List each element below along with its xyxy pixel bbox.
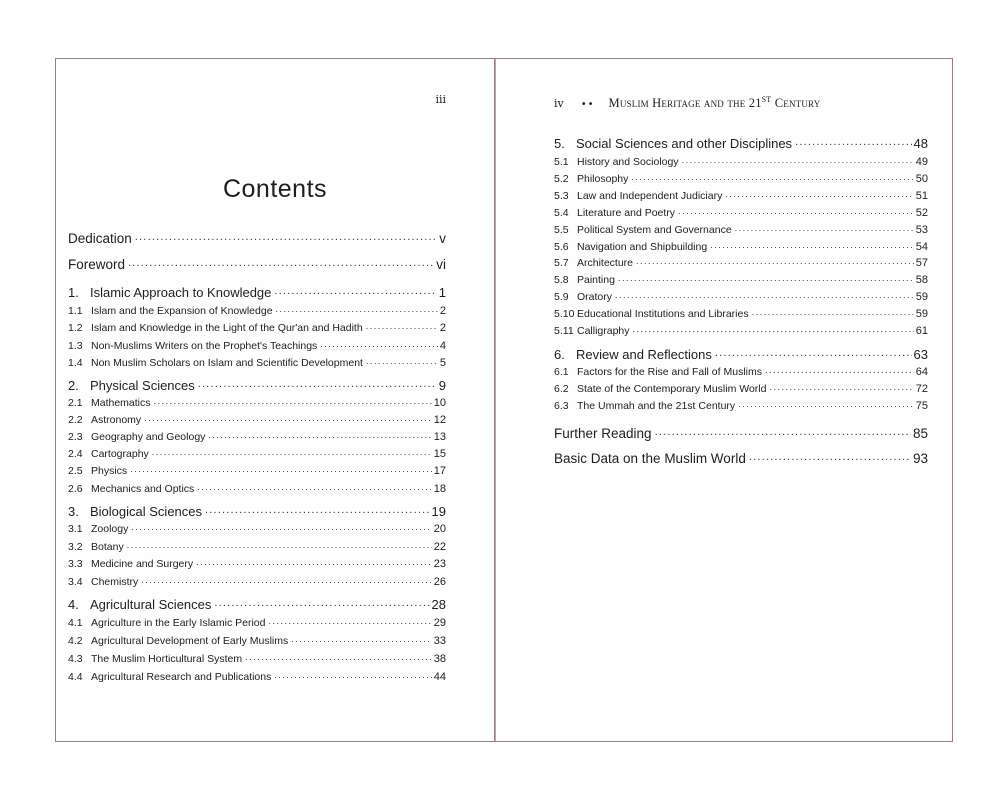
toc-entry <box>554 188 928 202</box>
toc-entry-page: vi <box>436 256 446 272</box>
dot-leader <box>274 284 436 297</box>
toc-entry-page: 17 <box>433 464 446 477</box>
toc-entry-title: Mathematics <box>91 396 151 409</box>
toc-entry <box>68 412 446 426</box>
toc-entry-number: 1.3 <box>68 339 83 352</box>
toc-entry <box>68 255 446 272</box>
dot-leader <box>135 229 437 243</box>
toc-entry-title: State of the Contemporary Muslim World <box>577 382 767 395</box>
toc-entry <box>554 222 928 236</box>
toc-entry-title: Geography and Geology <box>91 430 206 443</box>
dot-leader <box>633 323 914 334</box>
dot-leader <box>291 633 432 644</box>
toc-entry <box>554 323 928 337</box>
toc-entry <box>68 596 446 612</box>
toc-entry-number: 2.1 <box>68 396 83 409</box>
toc-entry <box>68 355 446 369</box>
toc-entry-page: 15 <box>433 447 446 460</box>
toc-entry-title: The Muslim Horticultural System <box>91 652 243 665</box>
toc-entry-page: 49 <box>915 155 928 168</box>
toc-entry-page: 12 <box>433 413 446 426</box>
toc-entry-page: 9 <box>438 378 446 393</box>
toc-entry-title: Biological Sciences <box>90 504 203 519</box>
toc-entry-page: 75 <box>915 399 928 412</box>
toc-entry <box>554 306 928 320</box>
toc-entry-title: Literature and Poetry <box>577 206 676 219</box>
toc-entry-title: Islamic Approach to Knowledge <box>90 285 272 300</box>
toc-entry-number: 2. <box>68 378 79 393</box>
toc-entry <box>554 154 928 168</box>
toc-entry-title: Educational Institutions and Libraries <box>577 307 749 320</box>
toc-entry-title: Physics <box>91 464 128 477</box>
toc-entry-title: Factors for the Rise and Fall of Muslims <box>577 365 762 378</box>
toc-entry <box>554 449 928 466</box>
toc-entry-page: 63 <box>913 347 928 362</box>
dot-leader <box>320 338 438 349</box>
toc-entry <box>68 521 446 535</box>
toc-entry-page: 26 <box>433 575 446 588</box>
toc-entry-number: 4.3 <box>68 652 83 665</box>
toc-entry-number: 3.2 <box>68 540 83 553</box>
toc-entry-title: Non-Muslims Writers on the Prophet's Teachings <box>91 339 318 352</box>
toc-entry-number: 2.2 <box>68 413 83 426</box>
toc-entry-title: History and Sociology <box>577 155 679 168</box>
toc-entry-page: 52 <box>915 206 928 219</box>
toc-entry-number: 2.3 <box>68 430 83 443</box>
toc-entry <box>68 615 446 629</box>
toc-entry-page: 38 <box>433 652 446 665</box>
dot-leader <box>127 539 432 550</box>
toc-entry-page: 19 <box>431 504 446 519</box>
toc-entry-number: 2.6 <box>68 482 83 495</box>
dot-leader <box>214 596 429 609</box>
running-title-end: Century <box>774 96 821 111</box>
dot-leader <box>245 651 432 662</box>
dot-leader <box>710 239 914 250</box>
dot-leader <box>208 429 431 440</box>
page-number: iii <box>435 93 446 106</box>
toc-entry-number: 5.6 <box>554 240 569 253</box>
toc-entry-page: 50 <box>915 172 928 185</box>
dot-leader <box>197 481 431 492</box>
toc-entry-title: Mechanics and Optics <box>91 482 195 495</box>
running-header <box>554 95 820 111</box>
toc-entry-page: 58 <box>915 273 928 286</box>
toc-entry-number: 2.5 <box>68 464 83 477</box>
header-separator: •• <box>580 99 595 111</box>
toc-entry <box>554 171 928 185</box>
toc-entry-number: 1.1 <box>68 304 83 317</box>
toc-entry-title: Agricultural Sciences <box>90 597 212 612</box>
dot-leader <box>131 521 431 532</box>
dot-leader <box>198 377 437 390</box>
toc-entry-page: 85 <box>912 425 928 441</box>
dot-leader <box>769 381 913 392</box>
dot-leader <box>678 205 914 216</box>
dot-leader <box>366 355 438 366</box>
toc-entry-page: 59 <box>915 290 928 303</box>
toc-entry-title: Astronomy <box>91 413 142 426</box>
toc-entry-number: 3. <box>68 504 79 519</box>
toc-entry-title: Social Sciences and other Disciplines <box>576 136 793 151</box>
toc-entry-number: 5.3 <box>554 189 569 202</box>
toc-entry-number: 6.1 <box>554 365 569 378</box>
toc-entry-number: 3.1 <box>68 522 83 535</box>
toc-entry-page: 10 <box>433 396 446 409</box>
running-title-text: Muslim Heritage and the 21 <box>608 96 762 111</box>
dot-leader <box>725 188 913 199</box>
toc-entry-page: 93 <box>912 450 928 466</box>
toc-entry <box>68 503 446 519</box>
toc-entry-page: 29 <box>433 616 446 629</box>
toc-entry-title: Botany <box>91 540 124 553</box>
toc-entry <box>68 633 446 647</box>
dot-leader <box>795 135 911 148</box>
toc-entry-title: Islam and Knowledge in the Light of the Qur'an and Hadith <box>91 321 363 334</box>
toc-entry-title: Painting <box>577 273 615 286</box>
dot-leader <box>618 272 914 283</box>
toc-entry <box>554 398 928 412</box>
toc-entry <box>68 229 446 246</box>
toc-entry-page: 33 <box>433 634 446 647</box>
toc-entry-page: 23 <box>433 557 446 570</box>
toc-entry <box>554 289 928 303</box>
toc-entry-page: 61 <box>915 324 928 337</box>
toc-entry-number: 5.11 <box>554 324 574 337</box>
toc-entry <box>68 338 446 352</box>
toc-entry-number: 5.7 <box>554 256 569 269</box>
toc-entry-number: 3.4 <box>68 575 83 588</box>
toc-entry-page: 51 <box>915 189 928 202</box>
dot-leader <box>144 412 432 423</box>
toc-entry-title: Architecture <box>577 256 634 269</box>
toc-entry-number: 5.10 <box>554 307 575 320</box>
toc-entry-number: 2.4 <box>68 447 83 460</box>
toc-entry <box>554 272 928 286</box>
dot-leader <box>130 463 432 474</box>
toc-entry-title: Agricultural Development of Early Muslims <box>91 634 289 647</box>
toc-entry <box>68 481 446 495</box>
toc-entry-number: 4.4 <box>68 670 83 683</box>
toc-entry-number: 4. <box>68 597 79 612</box>
dot-leader <box>615 289 914 300</box>
toc-entry <box>68 651 446 665</box>
toc-entry-page: 13 <box>433 430 446 443</box>
toc-entry-title: The Ummah and the 21st Century <box>577 399 736 412</box>
toc-entry-number: 5.2 <box>554 172 569 185</box>
toc-entry <box>68 395 446 409</box>
toc-entry <box>554 135 928 151</box>
toc-entry-page: 64 <box>915 365 928 378</box>
toc-entry-page: 44 <box>433 670 446 683</box>
toc-entry-page: v <box>439 230 446 246</box>
toc-entry-number: 4.2 <box>68 634 83 647</box>
toc-entry-title: Further Reading <box>554 425 652 441</box>
toc-entry-page: 18 <box>433 482 446 495</box>
toc-entry <box>68 377 446 393</box>
toc-entry <box>68 446 446 460</box>
toc-entry-number: 5.4 <box>554 206 569 219</box>
toc-entry <box>554 364 928 378</box>
toc-entry-title: Zoology <box>91 522 129 535</box>
toc-entry-number: 5.5 <box>554 223 569 236</box>
toc-entry-page: 59 <box>915 307 928 320</box>
toc-entry-page: 54 <box>915 240 928 253</box>
dot-leader <box>682 154 914 165</box>
toc-entry-title: Navigation and Shipbuilding <box>577 240 708 253</box>
toc-entry-number: 5.1 <box>554 155 569 168</box>
toc-entry-number: 5. <box>554 136 565 151</box>
dot-leader <box>154 395 432 406</box>
toc-entry <box>68 669 446 683</box>
toc-entry-title: Calligraphy <box>577 324 630 337</box>
toc-entry-page: 1 <box>438 285 446 300</box>
toc-entry-page: 28 <box>431 597 446 612</box>
dot-leader <box>752 306 914 317</box>
toc-entry-number: 3.3 <box>68 557 83 570</box>
toc-entry <box>68 556 446 570</box>
toc-entry-title: Cartography <box>91 447 149 460</box>
dot-leader <box>749 449 911 463</box>
toc-entry <box>68 320 446 334</box>
dot-leader <box>152 446 432 457</box>
toc-entry-title: Physical Sciences <box>90 378 195 393</box>
page-number: iv <box>554 97 564 111</box>
toc-entry-title: Non Muslim Scholars on Islam and Scientific Development <box>91 356 363 369</box>
toc-entry-number: 6.3 <box>554 399 569 412</box>
dot-leader <box>274 669 431 680</box>
toc-entry <box>68 539 446 553</box>
toc-entry-title: Basic Data on the Muslim World <box>554 450 746 466</box>
toc-entry-number: 5.9 <box>554 290 569 303</box>
toc-entry <box>68 303 446 317</box>
dot-leader <box>655 424 911 438</box>
dot-leader <box>196 556 432 567</box>
toc-entry <box>554 424 928 441</box>
running-title-sup: ST <box>761 95 772 104</box>
toc-entry <box>68 463 446 477</box>
toc-entry-title: Agricultural Research and Publications <box>91 670 272 683</box>
running-title <box>609 95 821 111</box>
toc-entry-title: Chemistry <box>91 575 139 588</box>
toc-entry <box>554 255 928 269</box>
dot-leader <box>636 255 914 266</box>
toc-entry-title: Review and Reflections <box>576 347 712 362</box>
dot-leader <box>765 364 914 375</box>
left-page <box>55 58 495 742</box>
toc-entry <box>554 346 928 362</box>
toc-entry <box>68 429 446 443</box>
dot-leader <box>738 398 914 409</box>
toc-entry-title: Dedication <box>68 230 132 246</box>
contents-heading: Contents <box>222 175 328 203</box>
toc-entry-number: 1.4 <box>68 356 83 369</box>
toc-entry <box>554 205 928 219</box>
toc-entry-page: 2 <box>439 304 446 317</box>
dot-leader <box>735 222 914 233</box>
toc-entry <box>554 239 928 253</box>
toc-entry-title: Oratory <box>577 290 613 303</box>
toc-entry <box>68 574 446 588</box>
toc-entry-title: Foreword <box>68 256 126 272</box>
toc-entry-page: 53 <box>915 223 928 236</box>
dot-leader <box>205 503 430 516</box>
toc-entry <box>68 284 446 300</box>
toc-entry <box>554 381 928 395</box>
toc-entry-number: 6.2 <box>554 382 569 395</box>
toc-entry-page: 22 <box>433 540 446 553</box>
dot-leader <box>141 574 431 585</box>
toc-entry-title: Philosophy <box>577 172 629 185</box>
toc-entry-title: Medicine and Surgery <box>91 557 194 570</box>
toc-entry-number: 4.1 <box>68 616 83 629</box>
dot-leader <box>276 303 438 314</box>
toc-entry-number: 6. <box>554 347 565 362</box>
dot-leader <box>128 255 434 269</box>
toc-entry-page: 72 <box>915 382 928 395</box>
toc-entry-title: Political System and Governance <box>577 223 732 236</box>
toc-entry-number: 1.2 <box>68 321 83 334</box>
toc-entry-page: 20 <box>433 522 446 535</box>
toc-entry-page: 5 <box>439 356 446 369</box>
right-page <box>495 58 953 742</box>
dot-leader <box>269 615 432 626</box>
toc-entry-page: 57 <box>915 256 928 269</box>
dot-leader <box>715 346 912 359</box>
toc-entry-title: Agriculture in the Early Islamic Period <box>91 616 266 629</box>
toc-entry-title: Islam and the Expansion of Knowledge <box>91 304 273 317</box>
dot-leader <box>366 320 438 331</box>
toc-entry-number: 1. <box>68 285 79 300</box>
toc-entry-title: Law and Independent Judiciary <box>577 189 723 202</box>
toc-entry-page: 48 <box>913 136 928 151</box>
dot-leader <box>631 171 913 182</box>
toc-entry-page: 2 <box>439 321 446 334</box>
toc-entry-page: 4 <box>439 339 446 352</box>
toc-entry-number: 5.8 <box>554 273 569 286</box>
